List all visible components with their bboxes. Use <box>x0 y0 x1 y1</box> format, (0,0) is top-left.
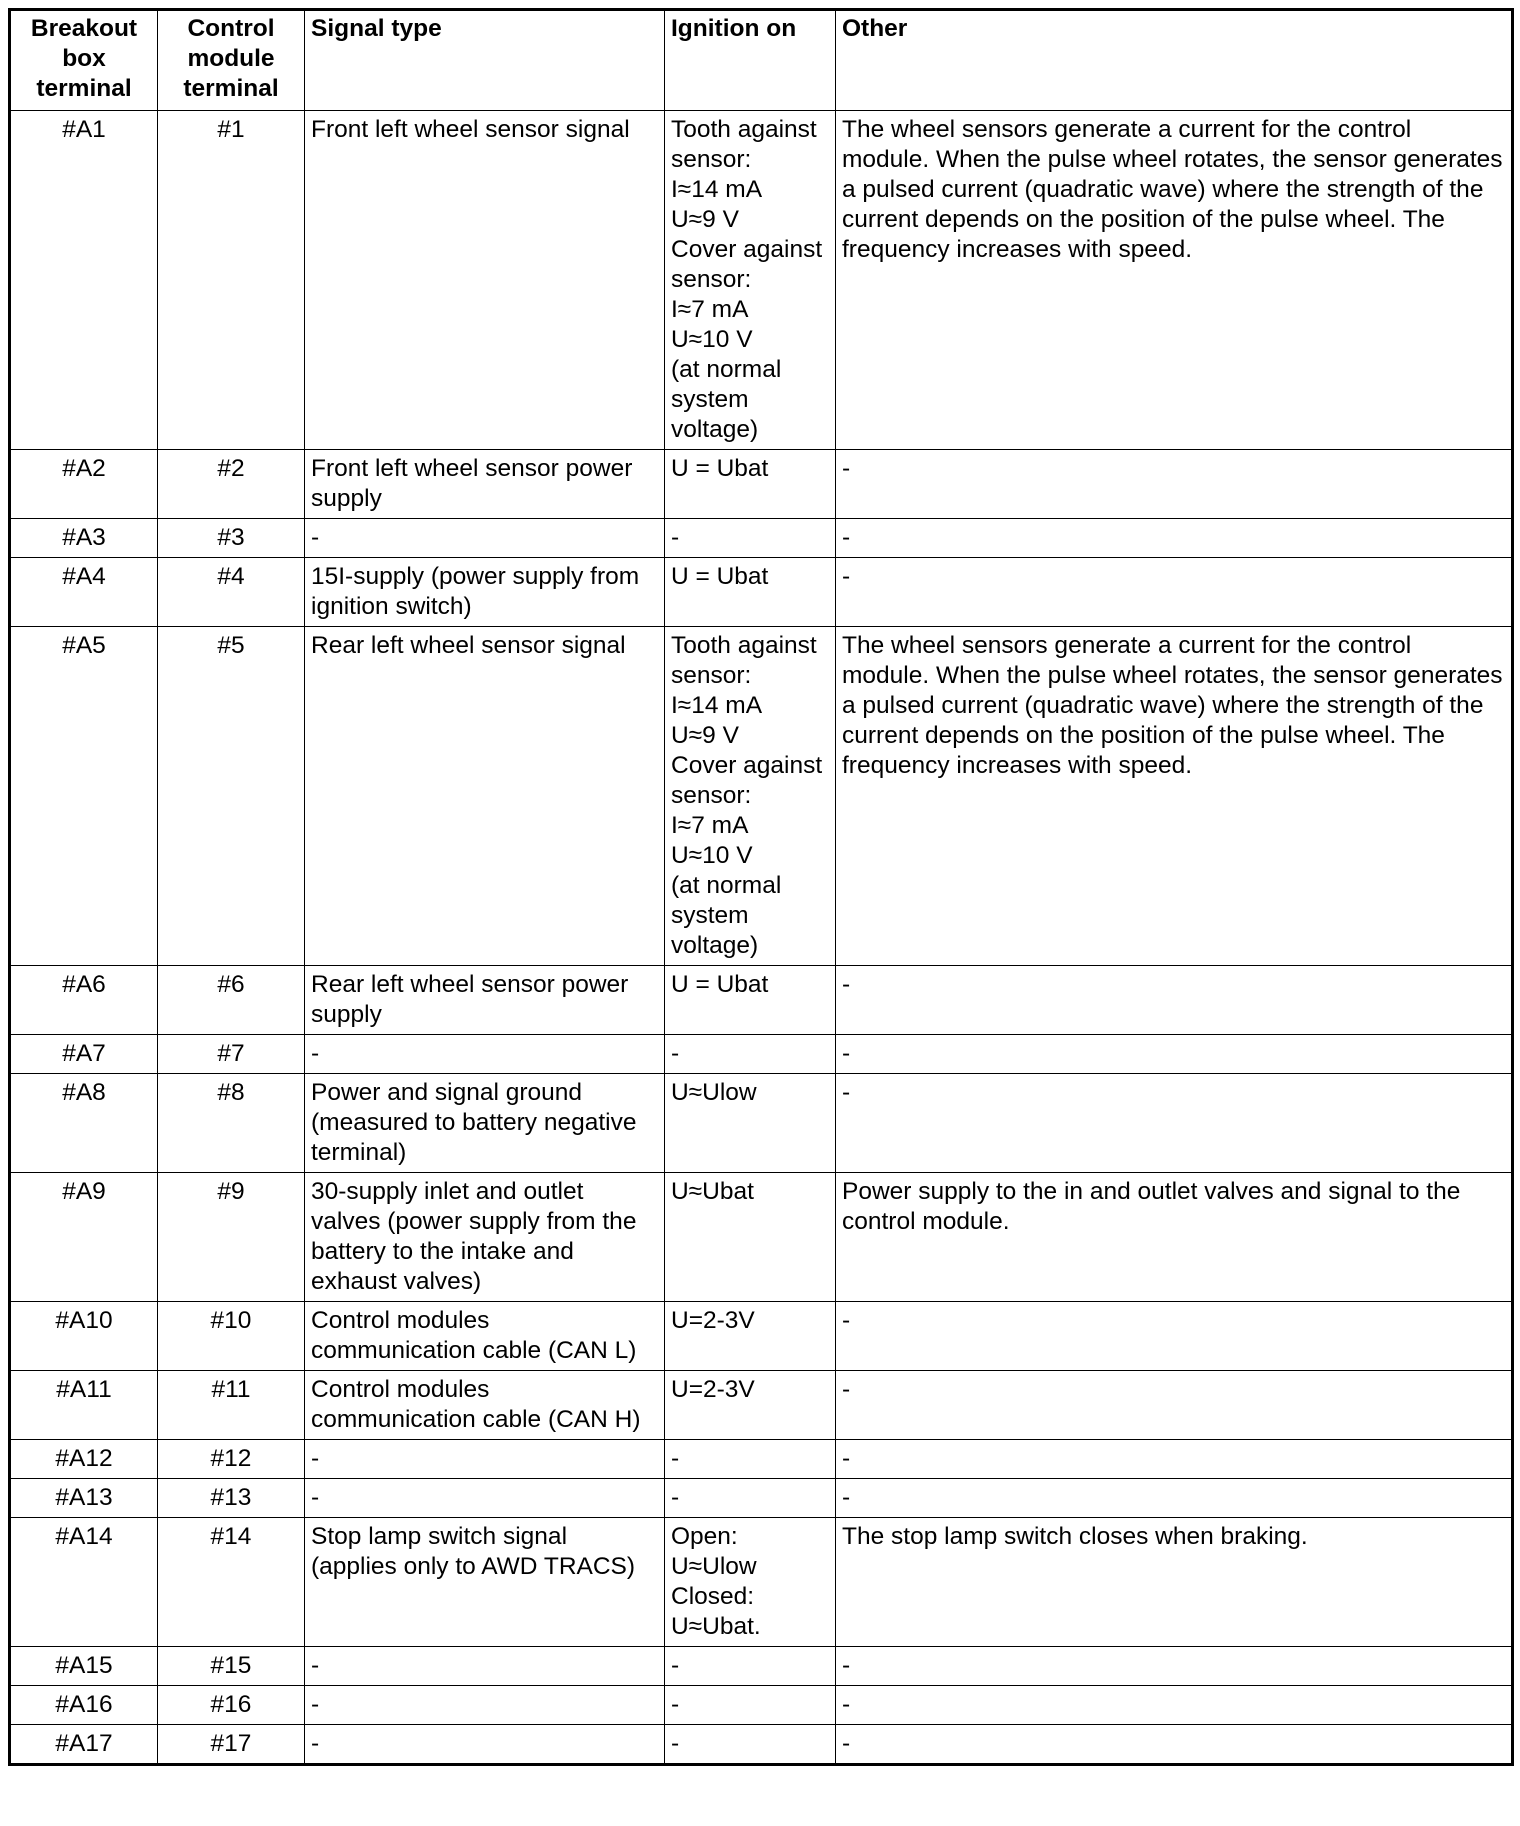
table-row <box>10 966 1513 1035</box>
signal-type-cell: - <box>305 519 665 558</box>
other-cell: The wheel sensors generate a current for the control module. When the pulse wheel rotates, the sensor generates a pulsed current (quadratic wave) where the strength of the current depends on the position of the pulse wheel. The frequency increases with speed. <box>836 627 1513 966</box>
other-cell: - <box>836 966 1513 1035</box>
signal-type-cell: - <box>305 1479 665 1518</box>
signal-type-cell: Rear left wheel sensor signal <box>305 627 665 966</box>
document-page <box>8 8 1511 1766</box>
table-row <box>10 1074 1513 1173</box>
ignition-line: I≈14 mA <box>671 692 763 719</box>
signal-type-cell: Stop lamp switch signal (applies only to AWD TRACS) <box>305 1518 665 1647</box>
ignition-line: I≈7 mA <box>671 296 749 323</box>
control-module-terminal-cell: #16 <box>158 1686 305 1725</box>
other-cell: - <box>836 519 1513 558</box>
ignition-line: U = Ubat <box>671 455 769 482</box>
breakout-terminal-cell: #A7 <box>10 1035 158 1074</box>
control-module-terminal-cell: #17 <box>158 1725 305 1765</box>
breakout-terminal-cell: #A2 <box>10 450 158 519</box>
control-module-terminal-cell: #11 <box>158 1371 305 1440</box>
other-cell: - <box>836 1647 1513 1686</box>
ignition-on-cell <box>665 966 836 1035</box>
table-row <box>10 1173 1513 1302</box>
control-module-terminal-cell: #15 <box>158 1647 305 1686</box>
ignition-line: I≈7 mA <box>671 812 749 839</box>
control-module-terminal-cell: #5 <box>158 627 305 966</box>
ignition-line: sensor: <box>671 146 752 173</box>
ignition-line: voltage) <box>671 416 759 443</box>
other-cell: - <box>836 1074 1513 1173</box>
ignition-line: sensor: <box>671 662 752 689</box>
table-row <box>10 1479 1513 1518</box>
signal-type-cell: - <box>305 1686 665 1725</box>
control-module-terminal-cell: #6 <box>158 966 305 1035</box>
ignition-line: U=2-3V <box>671 1307 755 1334</box>
breakout-terminal-cell: #A1 <box>10 111 158 450</box>
table-body <box>10 111 1513 1765</box>
ignition-line: U = Ubat <box>671 971 769 998</box>
ignition-on-cell <box>665 1647 836 1686</box>
ignition-on-cell <box>665 558 836 627</box>
header-row <box>10 10 1513 111</box>
signal-type-cell: - <box>305 1440 665 1479</box>
ignition-line: - <box>671 524 680 551</box>
ignition-on-cell <box>665 111 836 450</box>
ignition-line: Tooth against <box>671 632 817 659</box>
ignition-line: Tooth against <box>671 116 817 143</box>
ignition-line: U≈9 V <box>671 722 739 749</box>
ignition-line: - <box>671 1040 680 1067</box>
ignition-line: U≈9 V <box>671 206 739 233</box>
table-row <box>10 450 1513 519</box>
table-row <box>10 1035 1513 1074</box>
header-signal-type: Signal type <box>305 10 665 111</box>
signal-type-cell: Front left wheel sensor signal <box>305 111 665 450</box>
header-control-module-terminal: Control module terminal <box>158 10 305 111</box>
table-row <box>10 1725 1513 1765</box>
ignition-on-cell <box>665 1518 836 1647</box>
table-row <box>10 1302 1513 1371</box>
other-cell: - <box>836 1302 1513 1371</box>
ignition-line: - <box>671 1652 680 1679</box>
ignition-on-cell <box>665 1035 836 1074</box>
ignition-on-cell <box>665 1686 836 1725</box>
other-cell: - <box>836 1035 1513 1074</box>
other-cell: Power supply to the in and outlet valves and signal to the control module. <box>836 1173 1513 1302</box>
control-module-terminal-cell: #14 <box>158 1518 305 1647</box>
ignition-on-cell <box>665 627 836 966</box>
ignition-line: U = Ubat <box>671 563 769 590</box>
breakout-terminal-cell: #A10 <box>10 1302 158 1371</box>
ignition-on-cell <box>665 1725 836 1765</box>
signal-type-cell: 15I-supply (power supply from ignition switch) <box>305 558 665 627</box>
table-row <box>10 1518 1513 1647</box>
ignition-line: sensor: <box>671 266 752 293</box>
table-row <box>10 1371 1513 1440</box>
table-row <box>10 1686 1513 1725</box>
ignition-line: U≈10 V <box>671 326 753 353</box>
signal-type-cell: Front left wheel sensor power supply <box>305 450 665 519</box>
ignition-line: - <box>671 1445 680 1472</box>
control-module-terminal-cell: #12 <box>158 1440 305 1479</box>
terminal-table <box>8 8 1514 1766</box>
ignition-on-cell <box>665 519 836 558</box>
ignition-line: (at normal <box>671 872 782 899</box>
ignition-on-cell <box>665 1479 836 1518</box>
table-row <box>10 627 1513 966</box>
breakout-terminal-cell: #A14 <box>10 1518 158 1647</box>
ignition-on-cell <box>665 450 836 519</box>
other-cell: - <box>836 450 1513 519</box>
breakout-terminal-cell: #A12 <box>10 1440 158 1479</box>
signal-type-cell: Control modules communication cable (CAN L) <box>305 1302 665 1371</box>
control-module-terminal-cell: #3 <box>158 519 305 558</box>
signal-type-cell: - <box>305 1725 665 1765</box>
other-cell: The wheel sensors generate a current for the control module. When the pulse wheel rotates, the sensor generates a pulsed current (quadratic wave) where the strength of the current depends on the position of the pulse wheel. The frequency increases with speed. <box>836 111 1513 450</box>
ignition-line: I≈14 mA <box>671 176 763 203</box>
control-module-terminal-cell: #7 <box>158 1035 305 1074</box>
ignition-line: voltage) <box>671 932 759 959</box>
signal-type-cell: Control modules communication cable (CAN H) <box>305 1371 665 1440</box>
other-cell: - <box>836 1725 1513 1765</box>
breakout-terminal-cell: #A15 <box>10 1647 158 1686</box>
ignition-on-cell <box>665 1371 836 1440</box>
header-breakout-terminal: Breakout box terminal <box>10 10 158 111</box>
signal-type-cell: Power and signal ground (measured to battery negative terminal) <box>305 1074 665 1173</box>
table-row <box>10 1440 1513 1479</box>
other-cell: - <box>836 1479 1513 1518</box>
breakout-terminal-cell: #A9 <box>10 1173 158 1302</box>
breakout-terminal-cell: #A3 <box>10 519 158 558</box>
ignition-line: Cover against <box>671 236 823 263</box>
other-cell: - <box>836 1686 1513 1725</box>
control-module-terminal-cell: #10 <box>158 1302 305 1371</box>
control-module-terminal-cell: #1 <box>158 111 305 450</box>
table-row <box>10 1647 1513 1686</box>
ignition-line: sensor: <box>671 782 752 809</box>
other-cell: The stop lamp switch closes when braking. <box>836 1518 1513 1647</box>
ignition-line: Cover against <box>671 752 823 779</box>
ignition-line: Open: <box>671 1523 738 1550</box>
other-cell: - <box>836 1371 1513 1440</box>
control-module-terminal-cell: #2 <box>158 450 305 519</box>
ignition-line: U≈Ulow <box>671 1553 757 1580</box>
signal-type-cell: - <box>305 1035 665 1074</box>
header-ignition-on: Ignition on <box>665 10 836 111</box>
breakout-terminal-cell: #A16 <box>10 1686 158 1725</box>
other-cell: - <box>836 1440 1513 1479</box>
signal-type-cell: Rear left wheel sensor power supply <box>305 966 665 1035</box>
breakout-terminal-cell: #A17 <box>10 1725 158 1765</box>
ignition-line: (at normal <box>671 356 782 383</box>
breakout-terminal-cell: #A4 <box>10 558 158 627</box>
breakout-terminal-cell: #A13 <box>10 1479 158 1518</box>
other-cell: - <box>836 558 1513 627</box>
breakout-terminal-cell: #A11 <box>10 1371 158 1440</box>
control-module-terminal-cell: #9 <box>158 1173 305 1302</box>
ignition-line: - <box>671 1730 680 1757</box>
ignition-line: Closed: <box>671 1583 755 1610</box>
ignition-on-cell <box>665 1074 836 1173</box>
ignition-on-cell <box>665 1173 836 1302</box>
ignition-line: system <box>671 902 749 929</box>
ignition-line: U≈Ubat. <box>671 1613 761 1640</box>
control-module-terminal-cell: #8 <box>158 1074 305 1173</box>
ignition-line: U≈Ubat <box>671 1178 754 1205</box>
ignition-line: U≈10 V <box>671 842 753 869</box>
ignition-line: - <box>671 1691 680 1718</box>
signal-type-cell: - <box>305 1647 665 1686</box>
control-module-terminal-cell: #13 <box>158 1479 305 1518</box>
ignition-line: system <box>671 386 749 413</box>
ignition-line: U≈Ulow <box>671 1079 757 1106</box>
header-other: Other <box>836 10 1513 111</box>
ignition-line: - <box>671 1484 680 1511</box>
control-module-terminal-cell: #4 <box>158 558 305 627</box>
breakout-terminal-cell: #A6 <box>10 966 158 1035</box>
table-row <box>10 111 1513 450</box>
ignition-on-cell <box>665 1302 836 1371</box>
breakout-terminal-cell: #A5 <box>10 627 158 966</box>
table-row <box>10 558 1513 627</box>
ignition-line: U=2-3V <box>671 1376 755 1403</box>
breakout-terminal-cell: #A8 <box>10 1074 158 1173</box>
ignition-on-cell <box>665 1440 836 1479</box>
table-row <box>10 519 1513 558</box>
signal-type-cell: 30-supply inlet and outlet valves (power supply from the battery to the intake and exhaust valves) <box>305 1173 665 1302</box>
